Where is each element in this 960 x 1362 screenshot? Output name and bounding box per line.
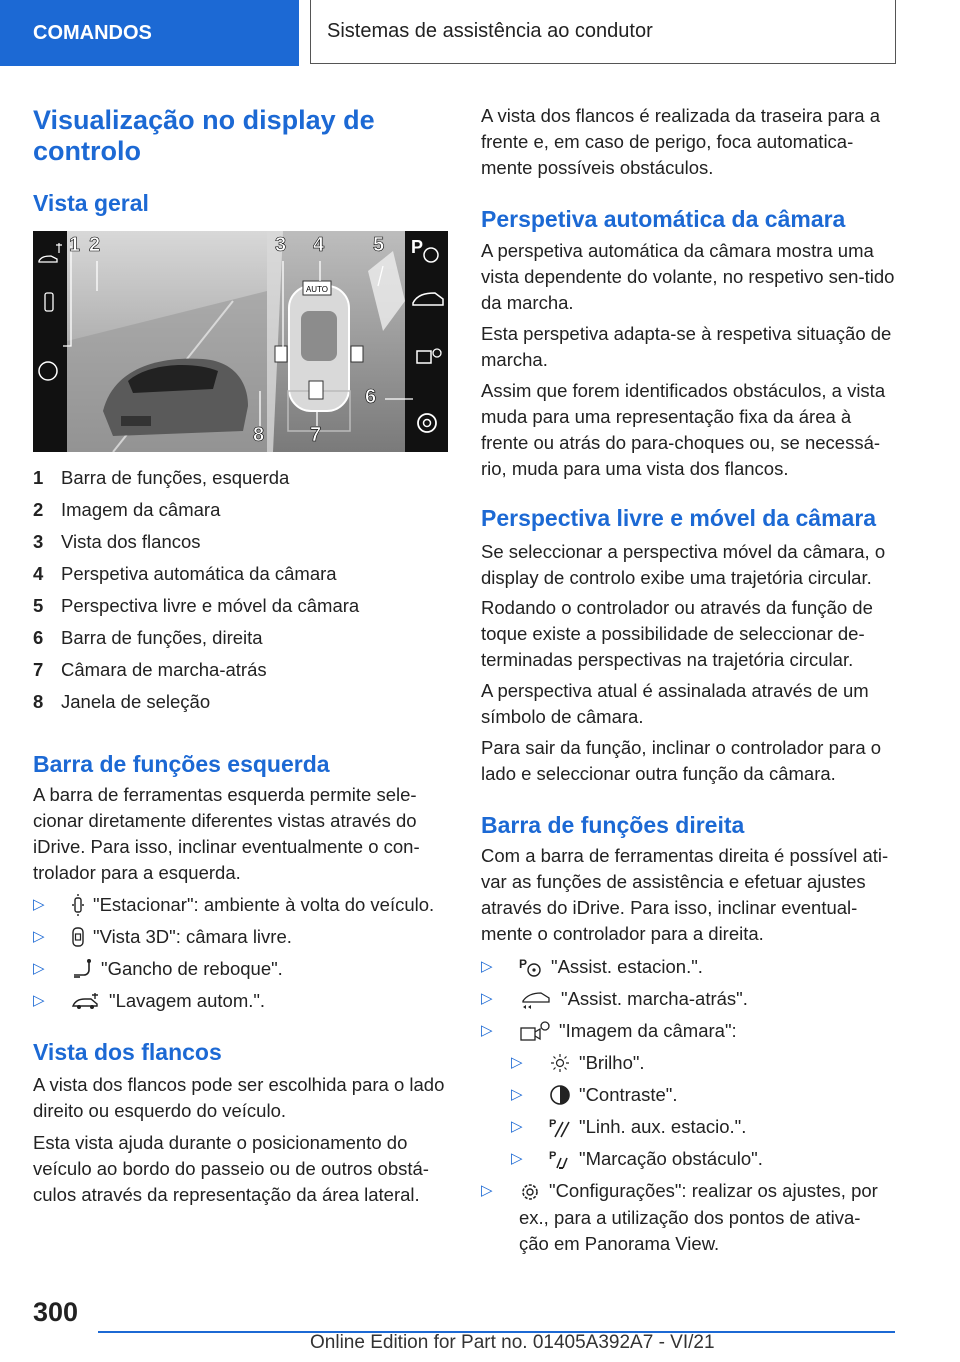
bar-left-text: A barra de ferramentas esquerda permite sele-cionar diretamente diferentes vistas através do iDrive. Para isso, inclinar eventualmente o con-trolador para a esquerda. [33,784,420,883]
flank-paragraph-3: A vista dos flancos é realizada da traseira para a frente e, em caso de perigo, foca automatica-mente possíveis obstáculos. [481,105,881,178]
bullet-triangle-icon: ▷ [481,1182,493,1199]
image-label-5: 5 [373,234,385,256]
bar-right-item-reverse-assist: ▷ "Assist. marcha-atrás". [481,986,748,1012]
camera-sub-item-obstacle-marking: ▷ P "Marcação obstáculo". [511,1146,763,1172]
bar-left-item-tow: ▷ "Gancho de reboque". [33,956,283,982]
chapter-title: Sistemas de assistência ao condutor [310,0,896,64]
legend-item: 7 Câmara de marcha-atrás [33,659,267,680]
legend-item: 3 Vista dos flancos [33,531,201,552]
image-label-8: 8 [253,424,265,446]
park-assist-icon [519,954,543,980]
bullet-triangle-icon: ▷ [481,990,493,1007]
auto-paragraph-3: Assim que forem identificados obstáculos, a vista muda para uma representação fixa da área à frente ou atrás do para-choques ou, se necessá-rio, muda para uma vista dos flancos. [481,380,886,479]
legend-item: 2 Imagem da câmara [33,499,221,520]
bar-right-item-park-assist: ▷ P "Assist. estacion.". [481,954,703,980]
flank-heading: Vista dos flancos [33,1039,222,1065]
camera-sub-item-brightness: ▷ "Brilho". [511,1050,645,1076]
free-paragraph-2: Rodando o controlador ou através da função de toque existe a possibilidade de seleccionar de-terminadas perspectivas na trajetória circular. [481,597,873,670]
legend-item: 6 Barra de funções, direita [33,627,263,648]
bullet-triangle-icon: ▷ [33,960,45,977]
parking-lines-icon [549,1114,571,1140]
flank-paragraph-2: Esta vista ajuda durante o posicionamento do veículo ao bordo do passeio ou de outros obstá-culos através da representação da área lateral. [33,1132,429,1205]
legend-item: 8 Janela de seleção [33,691,211,712]
bar-right-item-camera-image: ▷ "Imagem da câmara": [481,1018,737,1044]
bullet-triangle-icon: ▷ [481,1022,493,1039]
bar-left-item-3d: ▷ "Vista 3D": câmara livre. [33,924,292,950]
camera-sub-item-parking-lines: ▷ P "Linh. aux. estacio.". [511,1114,746,1140]
image-legend [33,462,451,718]
bar-left-item-park: ▷ "Estacionar": ambiente à volta do veículo. [33,892,434,918]
auto-paragraph-2: Esta perspetiva adapta-se à respetiva situação de marcha. [481,323,892,370]
settings-gear-icon [519,1179,541,1205]
camera-display-image [33,231,448,452]
image-label-6: 6 [365,386,377,408]
auto-perspective-heading: Perspetiva automática da câmara [481,206,846,232]
brightness-icon [549,1050,571,1076]
camera-sub-item-contrast: ▷ "Contraste". [511,1082,677,1108]
image-label-7: 7 [310,424,322,446]
free-paragraph-4: Para sair da função, inclinar o controlador para o lado e seleccionar outra função da câmara. [481,737,882,784]
bar-left-heading: Barra de funções esquerda [33,751,330,777]
page-title: Visualização no display de controlo [33,105,375,166]
bar-right-text: Com a barra de ferramentas direita é possível ati-var as funções de assistência e efetuar ajustes através do iDrive. Para isso, inclinar eventual-mente o controlador para a direita. [481,845,889,944]
3d-view-icon [71,924,85,950]
bullet-triangle-icon: ▷ [33,992,45,1009]
bullet-triangle-icon: ▷ [511,1054,523,1071]
page-number: 300 [33,1297,79,1327]
tow-hitch-icon [71,956,93,982]
legend-item: 1 Barra de funções, esquerda [33,467,290,488]
free-paragraph-3: A perspectiva atual é assinalada através de um símbolo de câmara. [481,680,869,727]
car-wash-icon [71,988,101,1014]
bullet-triangle-icon: ▷ [33,896,45,913]
flank-paragraph-1: A vista dos flancos pode ser escolhida para o lado direito ou esquerdo do veículo. [33,1074,445,1121]
bar-right-item-settings: ▷ "Configurações": realizar os ajustes, por ex., para a utilização dos pontos de ativa-ção em Panorama View. [481,1180,878,1255]
legend-item: 5 Perspectiva livre e móvel da câmara [33,595,360,616]
camera-settings-icon [519,1018,551,1044]
bullet-triangle-icon: ▷ [511,1150,523,1167]
p-badge: P [411,237,424,257]
auto-paragraph-1: A perspetiva automática da câmara mostra uma vista dependente do volante, no respetivo sen-tido da marcha. [481,240,895,313]
bar-left-item-wash: ▷ "Lavagem autom.". [33,988,265,1014]
image-label-4: 4 [313,234,325,256]
image-label-1: 1 [69,234,81,256]
svg-text:P: P [549,1118,557,1130]
image-label-3: 3 [275,234,287,256]
contrast-icon [549,1082,571,1108]
bullet-triangle-icon: ▷ [33,928,45,945]
bar-right-heading: Barra de funções direita [481,812,745,838]
reverse-assist-icon [519,986,553,1012]
auto-badge: AUTO [305,285,329,294]
bullet-triangle-icon: ▷ [511,1118,523,1135]
bullet-triangle-icon: ▷ [511,1086,523,1103]
park-view-icon [71,892,85,918]
svg-text:P: P [549,1150,557,1162]
obstacle-marking-icon [549,1146,571,1172]
bullet-triangle-icon: ▷ [481,958,493,975]
free-perspective-heading: Perspectiva livre e móvel da câmara [481,505,877,531]
free-paragraph-1: Se seleccionar a perspectiva móvel da câmara, o display de controlo exibe uma trajetória circular. [481,541,886,588]
legend-item: 4 Perspetiva automática da câmara [33,563,337,584]
section-tab: COMANDOS [0,0,299,66]
image-label-2: 2 [89,234,101,256]
svg-text:P: P [519,957,528,971]
overview-heading: Vista geral [33,190,149,216]
edition-note: Online Edition for Part no. 01405A392A7 - VI/21 [310,1332,715,1353]
